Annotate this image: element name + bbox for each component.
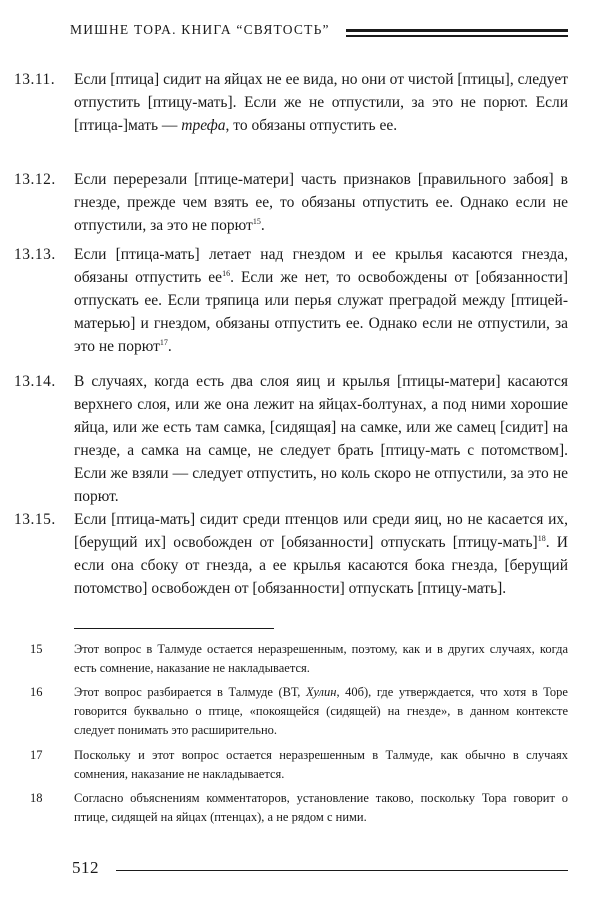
footnote-ref[interactable]: 18	[537, 533, 546, 543]
paragraph-number: 13.12.	[14, 171, 56, 188]
header-rule	[346, 29, 568, 32]
running-head-title: МИШНЕ ТОРА. КНИГА “СВЯТОСТЬ”	[70, 22, 330, 37]
footnote-number: 18	[30, 791, 43, 805]
footnote-number: 16	[30, 685, 43, 699]
footnote-text: Поскольку и этот вопрос остается неразрешенным в Талмуде, как обычно в случаях сомнения, наказание не накладывается.	[74, 748, 568, 781]
paragraph-text-part: , то обязаны отпустить ее.	[225, 117, 398, 134]
paragraph-text	[74, 168, 568, 237]
paragraph-text	[74, 68, 568, 137]
paragraph-number: 13.14.	[14, 373, 56, 390]
footnote-text: Согласно объяснениям комментаторов, установление таково, поскольку Тора говорит о птице, сидящей на яйцах (птенцах), а не рядом с ними.	[74, 791, 568, 824]
paragraph-number: 13.15.	[14, 511, 56, 528]
footer-rule	[116, 870, 568, 871]
footnote-number: 17	[30, 748, 43, 762]
footnote-separator	[74, 628, 274, 629]
running-header	[70, 18, 568, 40]
paragraph-text	[74, 508, 568, 600]
paragraph-text-part: .	[167, 338, 172, 355]
footnote-text-part: , 40б), где утверждается, что хотя в Торе говорится буквально о птице, «покоящейся (сидящей) на гнезде», в данном контексте следует понимать это расширительно.	[74, 685, 568, 737]
footnote-text	[74, 683, 568, 740]
page-footer	[72, 858, 568, 878]
footnote-text: Этот вопрос в Талмуде остается неразрешенным, поэтому, как и в других случаях, когда есть сомнение, наказание не накладывается.	[74, 642, 568, 675]
footnote-text-part: Этот вопрос разбирается в Талмуде (ВТ,	[74, 685, 306, 699]
footnote-ref[interactable]: 15	[252, 216, 261, 226]
italic-term: трефа	[181, 117, 226, 134]
paragraph-text-part: . И если она сбоку от гнезда, а ее крылья касаются бока гнезда, [берущий потомство] освобожден от [обязанности] отпускать [птицу-мать].	[74, 534, 568, 597]
paragraph-text	[74, 243, 568, 358]
paragraph-text-part: Если [птица-мать] летает над гнездом и ее крылья касаются гнезда, обязаны отпустить ее	[74, 246, 568, 286]
paragraph-number: 13.13.	[14, 246, 56, 263]
paragraph-text-part: . Если же нет, то освобождены от [обязанности] отпускать ее. Если тряпица или перья служат преградой между [птицей-матерью] и гнездом, обязаны отпустить ее. Однако если не отпустили, за это не порют	[74, 269, 568, 355]
footnote-ref[interactable]: 17	[159, 337, 168, 347]
paragraph-text-part: Если перерезали [птице-матери] часть признаков [правильного забоя] в гнезде, прежде чем взять ее, то обязаны отпустить ее. Однако если не отпустили, за это не порют	[74, 171, 568, 234]
footnote-number: 15	[30, 642, 43, 656]
italic-term: Хулин	[305, 685, 337, 699]
header-rule-thin	[346, 35, 568, 37]
paragraph-number: 13.11.	[14, 71, 56, 88]
paragraph-text-part: Если [птица] сидит на яйцах не ее вида, но они от чистой [птицы], следует отпустить [птицу-мать]. Если же не отпустили, за это не порют. Если [птица-]мать —	[74, 71, 568, 134]
paragraph-text: В случаях, когда есть два слоя яиц и крылья [птицы-матери] касаются верхнего слоя, или же она лежит на яйцах-болтунах, а под ними хорошие яйца, или же есть там самка, [сидящая] на самке, или же самец [сидит] на гнезде, а самка на самце, не следует брать [птицу-мать с потомством]. Если же взяли — следует отпустить, но коль скоро не отпустили, за это не порют.	[74, 373, 568, 505]
paragraph-text-part: Если [птица-мать] сидит среди птенцов или среди яиц, но не касается их, [берущий их] освобожден от [обязанности] отпускать [птицу-мать]	[74, 511, 568, 551]
paragraph-text-part: .	[260, 217, 265, 234]
page-number: 512	[72, 858, 99, 877]
footnote-ref[interactable]: 16	[222, 268, 231, 278]
